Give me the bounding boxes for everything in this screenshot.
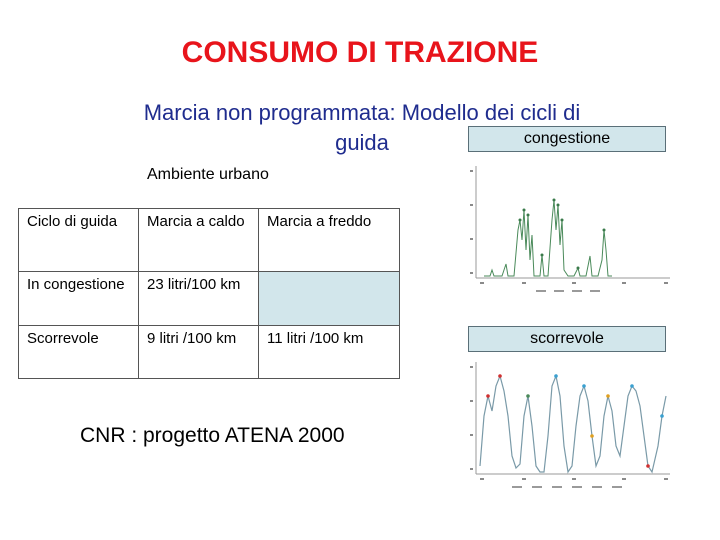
project-credit: CNR : progetto ATENA 2000 bbox=[80, 424, 345, 447]
subtitle-line-1: Marcia non programmata: Modello dei cicli di bbox=[143, 100, 581, 125]
congestion-cycle-plot-image bbox=[462, 160, 682, 300]
header-cold: Marcia a freddo bbox=[259, 209, 400, 272]
table-header-row bbox=[19, 209, 400, 272]
environment-label: Ambiente urbano bbox=[147, 166, 269, 183]
table-row bbox=[19, 326, 400, 379]
flowing-cycle-plot-image bbox=[462, 356, 682, 496]
subtitle-line-2: guida bbox=[335, 130, 389, 155]
flowing-tag: scorrevole bbox=[468, 326, 666, 352]
table-cell-empty bbox=[259, 272, 400, 326]
table-cell: 11 litri /100 km bbox=[259, 326, 400, 379]
table-cell: In congestione bbox=[19, 272, 139, 326]
consumption-table bbox=[18, 208, 400, 379]
table-cell: 9 litri /100 km bbox=[139, 326, 259, 379]
header-warm: Marcia a caldo bbox=[139, 209, 259, 272]
table-row bbox=[19, 272, 400, 326]
congestion-tag: congestione bbox=[468, 126, 666, 152]
table-cell: Scorrevole bbox=[19, 326, 139, 379]
page-title: CONSUMO DI TRAZIONE bbox=[181, 36, 539, 69]
header-cycle: Ciclo di guida bbox=[19, 209, 139, 272]
table-cell: 23 litri/100 km bbox=[139, 272, 259, 326]
